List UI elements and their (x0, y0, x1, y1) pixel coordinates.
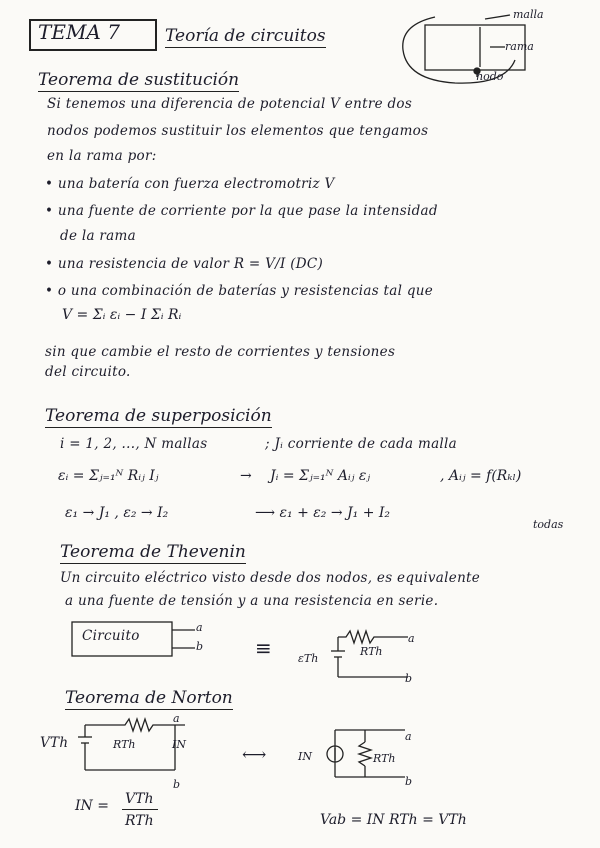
heading-thevenin: Teorema de Thevenin (60, 542, 246, 562)
sustitucion-closing-2: del circuito. (45, 364, 131, 380)
sustitucion-formula: V = Σᵢ εᵢ − I Σᵢ Rᵢ (62, 307, 182, 323)
thevenin-box-node-b: b (196, 640, 204, 653)
norton-rth-right: RTh (373, 752, 396, 765)
sustitucion-intro-2: nodos podemos sustituir los elementos que tengamos (47, 123, 429, 139)
thevenin-eth: εTh (298, 652, 319, 665)
bullet-fuente: • una fuente de corriente por la que pase la intensidad (45, 203, 438, 219)
norton-node-b: b (173, 778, 181, 791)
superposicion-eq4: ε₁ → J₁ , ε₂ → I₂ (65, 505, 169, 521)
diagram-malla-label: malla (513, 8, 544, 21)
sustitucion-intro-1: Si tenemos una diferencia de potencial V entre dos (47, 96, 413, 112)
superposicion-eq1: εᵢ = Σⱼ₌₁ᴺ Rᵢⱼ Iⱼ (58, 468, 159, 484)
thevenin-box-label: Circuito (82, 628, 140, 644)
page-title: Teoría de circuitos (165, 26, 326, 46)
norton-in-label: IN (172, 738, 186, 751)
tema-label: TEMA 7 (38, 20, 120, 44)
heading-sustitucion: Teorema de sustitución (38, 70, 240, 90)
norton-formula-lhs: IN = (75, 798, 109, 814)
norton-vth-label: VTh (40, 735, 69, 751)
bullet-resistencia: • una resistencia de valor R = V/I (DC) (45, 256, 324, 272)
superposicion-arrow: → (240, 468, 252, 484)
bullet-combinacion: • o una combinación de baterías y resistencias tal que (45, 283, 434, 299)
superposicion-index: i = 1, 2, ..., N mallas (60, 436, 208, 452)
norton-equivalence-arrow: ⟷ (242, 745, 267, 765)
thevenin-node-b: b (405, 672, 413, 685)
sustitucion-intro-3: en la rama por: (47, 148, 157, 164)
superposicion-eq5: ⟶ ε₁ + ε₂ → J₁ + I₂ (255, 505, 391, 521)
norton-vab-formula: Vab = IN RTh = VTh (320, 812, 467, 828)
thevenin-rth: RTh (360, 645, 383, 658)
diagram-nodo-label: nodo (476, 70, 504, 83)
norton-formula-den: RTh (125, 813, 154, 829)
norton-formula-num: VTh (125, 791, 154, 807)
norton-fraction-bar (122, 809, 158, 810)
superposicion-todas: todas (533, 518, 564, 531)
thevenin-equiv: ≡ (255, 636, 272, 660)
heading-superposicion: Teorema de superposición (45, 406, 272, 426)
bullet-fuente-cont: de la rama (60, 228, 136, 244)
thevenin-text-1: Un circuito eléctrico visto desde dos nodos, es equivalente (60, 570, 481, 586)
norton-node-a: a (173, 712, 180, 725)
norton-right-node-b: b (405, 775, 413, 788)
norton-right-node-a: a (405, 730, 412, 743)
superposicion-index-note: ; Jᵢ corriente de cada malla (265, 436, 458, 452)
heading-norton: Teorema de Norton (65, 688, 233, 708)
thevenin-text-2: a una fuente de tensión y a una resistencia en serie. (65, 593, 439, 609)
diagram-rama-label: rama (505, 40, 534, 53)
sustitucion-closing-1: sin que cambie el resto de corrientes y tensiones (45, 344, 396, 360)
superposicion-eq2: Jᵢ = Σⱼ₌₁ᴺ Aᵢⱼ εⱼ (270, 468, 371, 484)
bullet-bateria: • una batería con fuerza electromotriz V (45, 176, 335, 192)
thevenin-node-a: a (408, 632, 415, 645)
superposicion-eq3: , Aᵢⱼ = f(Rₖₗ) (440, 468, 522, 484)
thevenin-box-node-a: a (196, 621, 203, 634)
norton-rth-label: RTh (113, 738, 136, 751)
norton-in-left: IN (298, 750, 312, 763)
